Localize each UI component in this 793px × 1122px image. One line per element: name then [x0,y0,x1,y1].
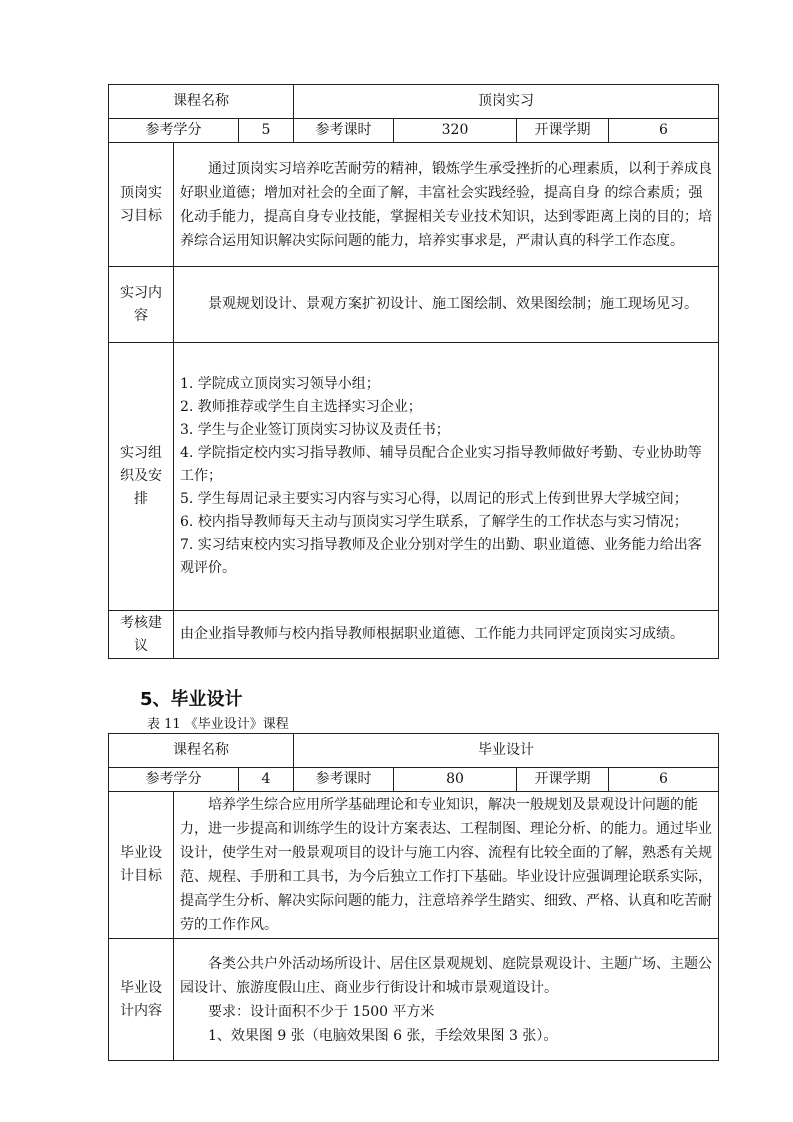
course-name-label: 课程名称 [109,734,294,768]
course-table-graduation-design [108,733,719,1061]
goal-cell [174,143,719,267]
semester-value: 6 [609,119,719,143]
credit-label: 参考学分 [109,119,239,143]
course-name-label: 课程名称 [109,85,294,119]
course-name-value: 顶岗实习 [294,85,719,119]
content-requirement: 要求：设计面积不少于 1500 平方米 [208,1003,435,1020]
assess-label: 考核建议 [109,611,174,659]
content-label: 实习内容 [109,267,174,343]
content-cell [174,267,719,343]
course-table-internship [108,84,719,659]
list-item: 1. 学院成立顶岗实习领导小组； [180,376,380,392]
hours-label: 参考课时 [294,119,394,143]
goal-text: 通过顶岗实习培养吃苦耐劳的精神，锻炼学生承受挫折的心理素质，以利于养成良好职业道德；增加对社会的全面了解，丰富社会实践经验，提高自身 的综合素质；强化动手能力，提高自身专业技能，掌握相关专业技术知识，达到零距离上岗的目的；培养综合运用知识解决实际问题的能力，培养实事求是，严肃认真的科学工作态度。 [180,160,712,249]
goal-text: 培养学生综合应用所学基础理论和专业知识，解决一般规划及景观设计问题的能力，进一步提高和训练学生的设计方案表达、工程制图、理论分析、的能力。通过毕业设计，使学生对一般景观项目的设计与施工内容、流程有比较全面的了解，熟悉有关规范、规程、手册和工具书，为今后独立工作打下基础。毕业设计应强调理论联系实际，提高学生分析、解决实际问题的能力，注意培养学生踏实、细致、严格、认真和吃苦耐劳的工作作风。 [180,797,712,933]
semester-value: 6 [609,768,719,792]
credit-value: 4 [239,768,294,792]
org-cell [174,343,719,611]
list-item: 6. 校内指导教师每天主动与顶岗实习学生联系，了解学生的工作状态与实习情况； [180,514,688,530]
semester-label: 开课学期 [517,768,609,792]
hours-value: 80 [394,768,517,792]
org-label: 实习组织及安排 [109,343,174,611]
list-item: 4. 学院指定校内实习指导教师、辅导员配合企业实习指导教师做好考勤、专业协助等工作； [180,445,702,484]
hours-value: 320 [394,119,517,143]
content-deliverable: 1、效果图 9 张（电脑效果图 6 张，手绘效果图 3 张）。 [208,1027,558,1044]
assess-text: 由企业指导教师与校内指导教师根据职业道德、工作能力共同评定顶岗实习成绩。 [174,611,719,659]
goal-label: 毕业设计目标 [109,792,174,939]
table-caption: 表 11 《毕业设计》课程 [147,717,289,732]
list-item: 3. 学生与企业签订顶岗实习协议及责任书； [180,422,450,438]
semester-label: 开课学期 [517,119,609,143]
credit-label: 参考学分 [109,768,239,792]
content-text: 景观规划设计、景观方案扩初设计、施工图绘制、效果图绘制；施工现场见习。 [208,296,698,312]
goal-cell [174,792,719,939]
list-item: 7. 实习结束校内实习指导教师及企业分别对学生的出勤、职业道德、业务能力给出客观评价。 [180,537,702,576]
content-cell [174,939,719,1061]
section-heading: 5、毕业设计 [140,689,243,710]
course-name-value: 毕业设计 [294,734,719,768]
credit-value: 5 [239,119,294,143]
list-item: 2. 教师推荐或学生自主选择实习企业； [180,399,422,415]
hours-label: 参考课时 [294,768,394,792]
content-label: 毕业设计内容 [109,939,174,1061]
content-paragraph: 各类公共户外活动场所设计、居住区景观规划、庭院景观设计、主题广场、主题公园设计、旅游度假山庄、商业步行街设计和城市景观道设计。 [180,955,712,996]
goal-label: 顶岗实习目标 [109,143,174,267]
list-item: 5. 学生每周记录主要实习内容与实习心得，以周记的形式上传到世界大学城空间； [180,491,688,507]
